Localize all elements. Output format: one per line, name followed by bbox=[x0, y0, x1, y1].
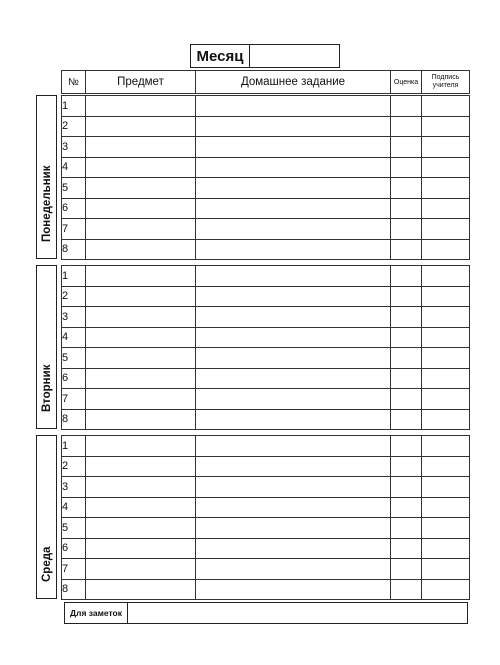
subject-cell[interactable] bbox=[86, 219, 196, 240]
subject-cell[interactable] bbox=[86, 477, 196, 498]
grade-cell[interactable] bbox=[391, 157, 422, 178]
table-row bbox=[62, 178, 470, 199]
subject-cell[interactable] bbox=[86, 307, 196, 328]
signature-cell[interactable] bbox=[422, 96, 470, 117]
subject-cell[interactable] bbox=[86, 96, 196, 117]
signature-cell[interactable] bbox=[422, 239, 470, 260]
lesson-number: 6 bbox=[62, 368, 86, 389]
subject-cell[interactable] bbox=[86, 436, 196, 457]
signature-cell[interactable] bbox=[422, 579, 470, 600]
table-row bbox=[62, 538, 470, 559]
grade-cell[interactable] bbox=[391, 477, 422, 498]
signature-cell[interactable] bbox=[422, 497, 470, 518]
signature-cell[interactable] bbox=[422, 307, 470, 328]
homework-cell[interactable] bbox=[196, 518, 391, 539]
homework-cell[interactable] bbox=[196, 286, 391, 307]
lesson-number: 2 bbox=[62, 116, 86, 137]
subject-cell[interactable] bbox=[86, 137, 196, 158]
homework-cell[interactable] bbox=[196, 137, 391, 158]
grade-cell[interactable] bbox=[391, 389, 422, 410]
table-row bbox=[62, 239, 470, 260]
header-homework: Домашнее задание bbox=[196, 71, 391, 94]
signature-cell[interactable] bbox=[422, 456, 470, 477]
header-grade: Оценка bbox=[391, 71, 422, 94]
lesson-number: 3 bbox=[62, 137, 86, 158]
signature-cell[interactable] bbox=[422, 538, 470, 559]
signature-cell[interactable] bbox=[422, 409, 470, 430]
header-teacher-signature bbox=[422, 71, 470, 94]
header-num: № bbox=[62, 71, 86, 94]
lesson-number: 1 bbox=[62, 266, 86, 287]
homework-cell[interactable] bbox=[196, 307, 391, 328]
table-row bbox=[62, 559, 470, 580]
day-name: Вторник bbox=[40, 364, 53, 412]
table-row bbox=[62, 157, 470, 178]
table-row bbox=[62, 137, 470, 158]
lesson-number: 5 bbox=[62, 178, 86, 199]
month-field bbox=[190, 44, 340, 68]
grade-cell[interactable] bbox=[391, 497, 422, 518]
subject-cell[interactable] bbox=[86, 579, 196, 600]
signature-cell[interactable] bbox=[422, 368, 470, 389]
homework-cell[interactable] bbox=[196, 157, 391, 178]
subject-cell[interactable] bbox=[86, 157, 196, 178]
signature-cell[interactable] bbox=[422, 389, 470, 410]
subject-cell[interactable] bbox=[86, 538, 196, 559]
signature-cell[interactable] bbox=[422, 266, 470, 287]
day-name: Понедельник bbox=[40, 165, 53, 242]
lesson-number: 6 bbox=[62, 198, 86, 219]
month-input[interactable] bbox=[250, 45, 339, 67]
lesson-number: 3 bbox=[62, 307, 86, 328]
grade-cell[interactable] bbox=[391, 327, 422, 348]
lesson-number: 1 bbox=[62, 96, 86, 117]
signature-cell[interactable] bbox=[422, 157, 470, 178]
table-row bbox=[62, 409, 470, 430]
signature-cell[interactable] bbox=[422, 559, 470, 580]
homework-cell[interactable] bbox=[196, 579, 391, 600]
signature-cell[interactable] bbox=[422, 436, 470, 457]
subject-cell[interactable] bbox=[86, 198, 196, 219]
month-label: Месяц bbox=[191, 45, 250, 67]
lesson-number: 1 bbox=[62, 436, 86, 457]
subject-cell[interactable] bbox=[86, 389, 196, 410]
table-row bbox=[62, 198, 470, 219]
homework-cell[interactable] bbox=[196, 266, 391, 287]
grade-cell[interactable] bbox=[391, 436, 422, 457]
homework-cell[interactable] bbox=[196, 327, 391, 348]
lesson-number: 7 bbox=[62, 559, 86, 580]
table-row bbox=[62, 579, 470, 600]
table-row bbox=[62, 327, 470, 348]
homework-cell[interactable] bbox=[196, 477, 391, 498]
header-sign-line1: Подпись bbox=[431, 74, 460, 81]
table-row bbox=[62, 518, 470, 539]
table-row bbox=[62, 348, 470, 369]
subject-cell[interactable] bbox=[86, 286, 196, 307]
homework-cell[interactable] bbox=[196, 239, 391, 260]
grade-cell[interactable] bbox=[391, 348, 422, 369]
homework-cell[interactable] bbox=[196, 96, 391, 117]
homework-cell[interactable] bbox=[196, 538, 391, 559]
subject-cell[interactable] bbox=[86, 239, 196, 260]
signature-cell[interactable] bbox=[422, 178, 470, 199]
grade-cell[interactable] bbox=[391, 286, 422, 307]
grade-cell[interactable] bbox=[391, 579, 422, 600]
grade-cell[interactable] bbox=[391, 559, 422, 580]
grade-cell[interactable] bbox=[391, 178, 422, 199]
day-table bbox=[61, 435, 470, 600]
grade-cell[interactable] bbox=[391, 96, 422, 117]
notes-label: Для заметок bbox=[65, 603, 128, 623]
header-subject: Предмет bbox=[86, 71, 196, 94]
subject-cell[interactable] bbox=[86, 497, 196, 518]
lesson-number: 4 bbox=[62, 157, 86, 178]
day-label-box bbox=[36, 95, 57, 259]
table-row bbox=[62, 266, 470, 287]
grade-cell[interactable] bbox=[391, 137, 422, 158]
signature-cell[interactable] bbox=[422, 116, 470, 137]
day-name: Среда bbox=[40, 546, 53, 582]
table-row bbox=[62, 368, 470, 389]
grade-cell[interactable] bbox=[391, 198, 422, 219]
table-row bbox=[62, 389, 470, 410]
homework-cell[interactable] bbox=[196, 219, 391, 240]
table-row bbox=[62, 219, 470, 240]
day-label-box bbox=[36, 265, 57, 429]
table-row bbox=[62, 96, 470, 117]
signature-cell[interactable] bbox=[422, 198, 470, 219]
homework-cell[interactable] bbox=[196, 436, 391, 457]
signature-cell[interactable] bbox=[422, 137, 470, 158]
column-header bbox=[61, 70, 470, 94]
signature-cell[interactable] bbox=[422, 348, 470, 369]
subject-cell[interactable] bbox=[86, 368, 196, 389]
homework-cell[interactable] bbox=[196, 389, 391, 410]
signature-cell[interactable] bbox=[422, 286, 470, 307]
signature-cell[interactable] bbox=[422, 518, 470, 539]
grade-cell[interactable] bbox=[391, 116, 422, 137]
lesson-number: 2 bbox=[62, 456, 86, 477]
grade-cell[interactable] bbox=[391, 409, 422, 430]
lesson-number: 4 bbox=[62, 327, 86, 348]
lesson-number: 4 bbox=[62, 497, 86, 518]
homework-cell[interactable] bbox=[196, 497, 391, 518]
grade-cell[interactable] bbox=[391, 368, 422, 389]
grade-cell[interactable] bbox=[391, 538, 422, 559]
signature-cell[interactable] bbox=[422, 327, 470, 348]
grade-cell[interactable] bbox=[391, 266, 422, 287]
lesson-number: 8 bbox=[62, 409, 86, 430]
table-row bbox=[62, 436, 470, 457]
homework-cell[interactable] bbox=[196, 409, 391, 430]
subject-cell[interactable] bbox=[86, 348, 196, 369]
grade-cell[interactable] bbox=[391, 518, 422, 539]
table-row bbox=[62, 477, 470, 498]
table-row bbox=[62, 286, 470, 307]
subject-cell[interactable] bbox=[86, 116, 196, 137]
table-row bbox=[62, 456, 470, 477]
day-table bbox=[61, 95, 470, 260]
lesson-number: 8 bbox=[62, 239, 86, 260]
homework-cell[interactable] bbox=[196, 178, 391, 199]
lesson-number: 5 bbox=[62, 348, 86, 369]
notes-input[interactable] bbox=[128, 603, 467, 623]
subject-cell[interactable] bbox=[86, 409, 196, 430]
homework-cell[interactable] bbox=[196, 348, 391, 369]
table-row bbox=[62, 116, 470, 137]
homework-cell[interactable] bbox=[196, 456, 391, 477]
lesson-number: 5 bbox=[62, 518, 86, 539]
subject-cell[interactable] bbox=[86, 559, 196, 580]
signature-cell[interactable] bbox=[422, 219, 470, 240]
day-label-box bbox=[36, 435, 57, 599]
grade-cell[interactable] bbox=[391, 456, 422, 477]
day-table bbox=[61, 265, 470, 430]
lesson-number: 7 bbox=[62, 389, 86, 410]
header-sign-line2: учителя bbox=[432, 82, 459, 89]
lesson-number: 7 bbox=[62, 219, 86, 240]
homework-cell[interactable] bbox=[196, 559, 391, 580]
homework-cell[interactable] bbox=[196, 368, 391, 389]
signature-cell[interactable] bbox=[422, 477, 470, 498]
notes-field bbox=[64, 602, 468, 624]
lesson-number: 8 bbox=[62, 579, 86, 600]
lesson-number: 6 bbox=[62, 538, 86, 559]
grade-cell[interactable] bbox=[391, 239, 422, 260]
table-row bbox=[62, 307, 470, 328]
grade-cell[interactable] bbox=[391, 307, 422, 328]
subject-cell[interactable] bbox=[86, 456, 196, 477]
lesson-number: 3 bbox=[62, 477, 86, 498]
lesson-number: 2 bbox=[62, 286, 86, 307]
homework-cell[interactable] bbox=[196, 198, 391, 219]
homework-cell[interactable] bbox=[196, 116, 391, 137]
subject-cell[interactable] bbox=[86, 518, 196, 539]
grade-cell[interactable] bbox=[391, 219, 422, 240]
subject-cell[interactable] bbox=[86, 266, 196, 287]
subject-cell[interactable] bbox=[86, 178, 196, 199]
subject-cell[interactable] bbox=[86, 327, 196, 348]
table-row bbox=[62, 497, 470, 518]
